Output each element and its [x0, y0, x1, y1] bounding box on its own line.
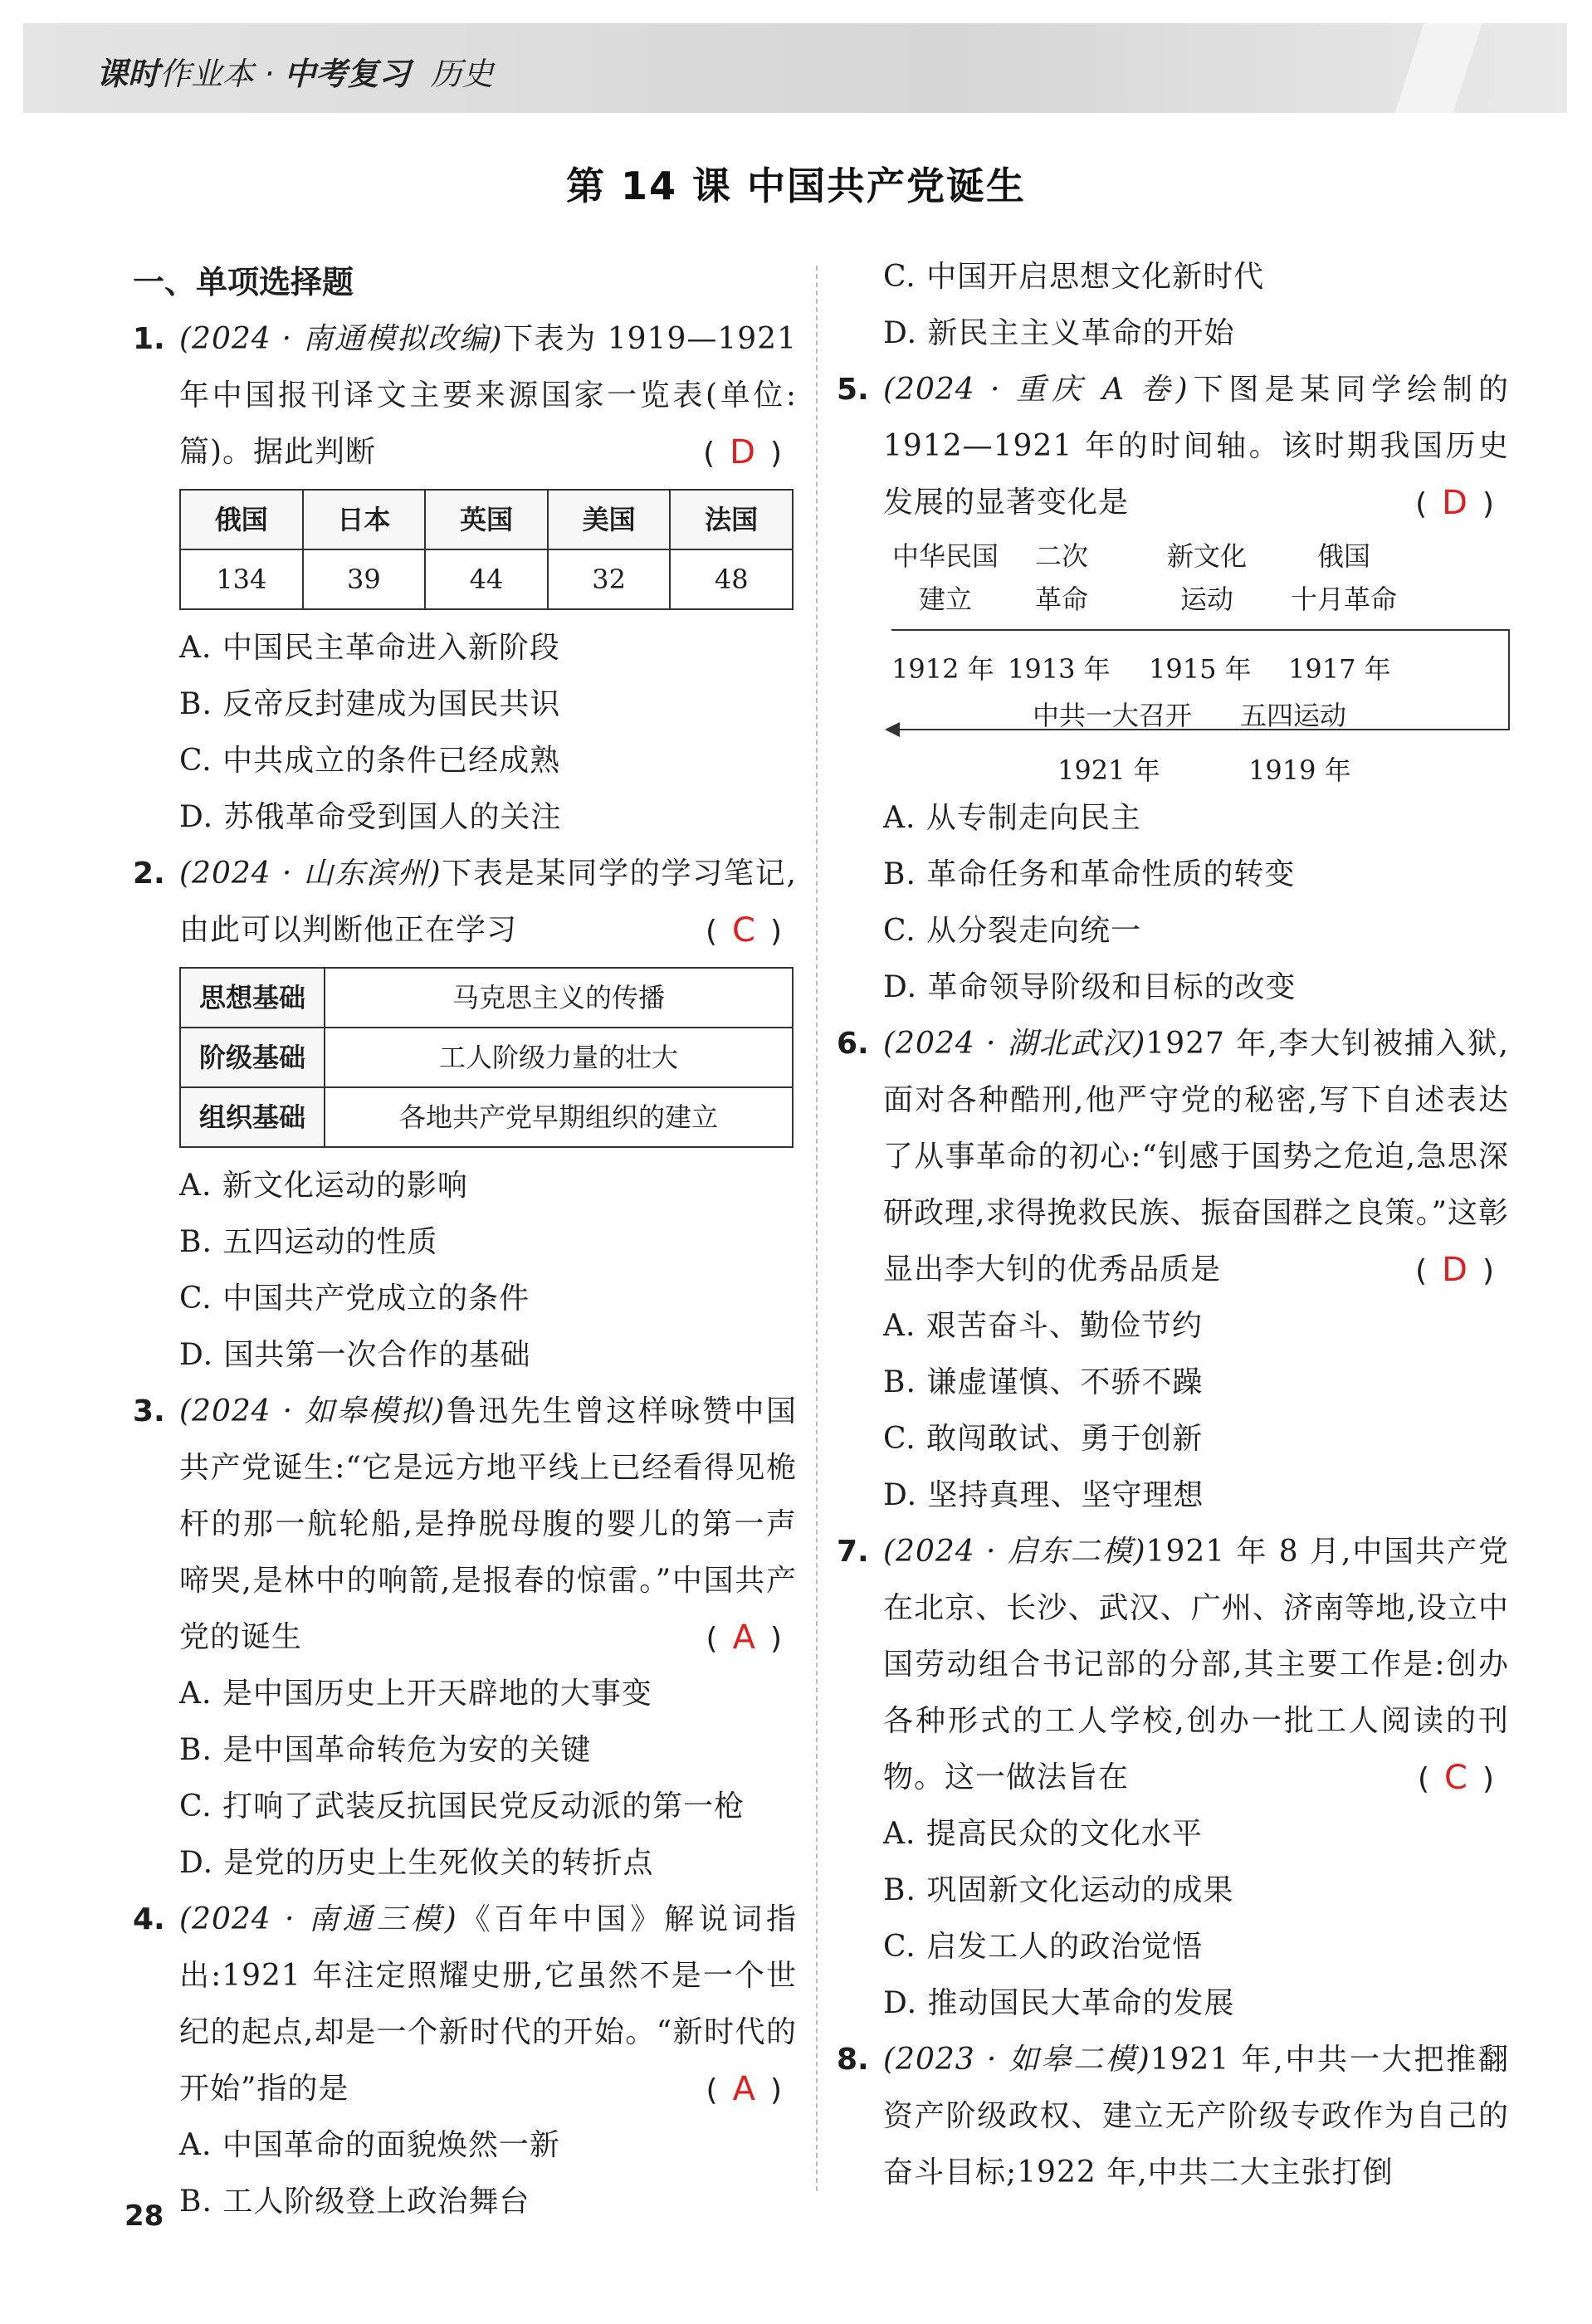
timeline-year: 1919 年 [1248, 754, 1351, 786]
option: A. 提高民众的文化水平 [883, 1817, 1203, 1851]
question-4 [133, 1892, 797, 2117]
question-text: 鲁迅先生曾这样咏赞中国共产党诞生:“它是远方地平线上已经看得见桅杆的那一航轮船,是挣脱母腹的婴儿的第一声啼哭,是林中的响箭,是报春的惊雷。”中国共产党的诞生 [179, 1394, 797, 1654]
timeline-event: 五四运动 [1240, 700, 1347, 731]
table-header-cell: 日本 [303, 490, 426, 549]
option: B. 是中国革命转危为安的关键 [179, 1733, 592, 1767]
answer-bracket: (C) [1417, 1759, 1509, 1797]
table-cell: 48 [670, 549, 793, 609]
answer-letter: D [1442, 1251, 1482, 1289]
option: C. 打响了武装反抗国民党反动派的第一枪 [179, 1789, 745, 1824]
book-name-bold: 课时 [96, 56, 160, 92]
option: A. 从专制走向民主 [883, 801, 1141, 835]
question-number: 8. [837, 2043, 869, 2077]
answer-letter: D [730, 433, 770, 471]
question-text: 下表为 1919—1921 年中国报刊译文主要来源国家一览表(单位:篇)。据此判断 [179, 322, 797, 469]
option: A. 中国民主革命进入新阶段 [179, 631, 560, 665]
table-cell: 马克思主义的传播 [325, 968, 793, 1028]
option: D. 新民主主义革命的开始 [883, 316, 1235, 350]
table-key-cell: 阶级基础 [180, 1028, 325, 1087]
option: B. 革命任务和革命性质的转变 [883, 857, 1296, 891]
lesson-title: 第 14 课 中国共产党诞生 [565, 164, 1027, 208]
option: B. 反帝反封建成为国民共识 [179, 687, 561, 721]
option: A. 是中国历史上开天辟地的大事变 [179, 1677, 652, 1711]
answer-letter: C [732, 911, 770, 950]
option: C. 启发工人的政治觉悟 [883, 1930, 1204, 1964]
answer-letter: C [1444, 1759, 1482, 1797]
event-line-2: 运动 [1179, 583, 1233, 615]
event-line-1: 新文化 [1166, 540, 1247, 572]
option: B. 五四运动的性质 [179, 1225, 438, 1259]
option: C. 从分裂走向统一 [883, 914, 1142, 948]
question-stem [179, 846, 797, 959]
option: D. 是党的历史上生死攸关的转折点 [179, 1846, 654, 1880]
section-title: 一、单项选择题 [133, 264, 354, 300]
question-source: (2024 · 重庆 A 卷) [883, 373, 1189, 407]
question-1 [133, 311, 797, 481]
option: A. 中国革命的面貌焕然一新 [179, 2128, 560, 2162]
page-number: 28 [125, 2200, 164, 2233]
option: B. 工人阶级登上政治舞台 [179, 2185, 530, 2219]
question-number: 6. [837, 1027, 869, 1061]
option: C. 中国共产党成立的条件 [179, 1282, 530, 1316]
right-column [837, 249, 1509, 2201]
question-text: 1921 年,中共一大把推翻资产阶级政权、建立无产阶级专政作为自己的奋斗目标;1922 年,中共二大主张打倒 [883, 2043, 1509, 2190]
question-2 [133, 846, 797, 959]
timeline-year: 1917 年 [1288, 653, 1391, 685]
option: D. 坚持真理、坚守理想 [883, 1478, 1204, 1512]
question-stem [883, 1016, 1509, 1298]
timeline-event-label [1149, 535, 1265, 621]
table-key-cell: 思想基础 [180, 968, 325, 1028]
option: A. 新文化运动的影响 [179, 1169, 468, 1203]
event-line-1: 俄国 [1316, 540, 1370, 572]
event-line-2: 建立 [918, 583, 972, 615]
question-number: 2. [133, 857, 165, 891]
question-source: (2023 · 如皋二模) [883, 2043, 1150, 2077]
question-number: 7. [837, 1535, 869, 1569]
option: C. 中国开启思想文化新时代 [883, 260, 1265, 294]
answer-bracket: (A) [706, 2070, 797, 2108]
question-stem [179, 1892, 797, 2117]
question-source: (2024 · 山东滨州) [179, 857, 442, 891]
option: C. 中共成立的条件已经成熟 [179, 744, 561, 778]
subject-name: 历史 [430, 56, 494, 92]
question-source: (2024 · 启东二模) [883, 1535, 1146, 1569]
answer-bracket: (D) [1415, 484, 1509, 522]
timeline-year: 1913 年 [1008, 653, 1111, 685]
option: B. 巩固新文化运动的成果 [883, 1873, 1234, 1907]
question-stem [883, 362, 1509, 531]
timeline-year: 1921 年 [1057, 754, 1160, 786]
option: B. 谦虚谨慎、不骄不躁 [883, 1365, 1204, 1399]
question-number: 4. [133, 1902, 165, 1936]
column-divider [816, 266, 818, 2191]
question-stem [179, 1384, 797, 1666]
question-source: (2024 · 湖北武汉) [883, 1027, 1146, 1061]
option: D. 国共第一次合作的基础 [179, 1338, 531, 1372]
question-text: 下表是某同学的学习笔记,由此可以判断他正在学习 [179, 857, 797, 947]
answer-bracket: (D) [1415, 1251, 1509, 1289]
running-header [96, 48, 493, 94]
answer-bracket: (A) [706, 1618, 797, 1657]
question-source: (2024 · 如皋模拟) [179, 1394, 446, 1428]
table-cell: 39 [303, 549, 426, 609]
answer-letter: D [1442, 484, 1482, 522]
question-number: 1. [133, 322, 165, 356]
timeline-top-line [891, 629, 1510, 631]
question-stem [179, 311, 797, 481]
timeline-year: 1915 年 [1149, 653, 1252, 685]
question-number: 5. [837, 373, 869, 407]
question-6 [837, 1016, 1509, 1298]
question-text: 1921 年 8 月,中国共产党在北京、长沙、武汉、广州、济南等地,设立中国劳动组合书记部的分部,其主要工作是:创办各种形式的工人学校,创办一批工人阅读的刊物。这一做法旨在 [883, 1535, 1510, 1794]
answer-letter: A [732, 2070, 770, 2108]
table-cell: 44 [425, 549, 548, 609]
question-7 [837, 1524, 1509, 1806]
option: D. 革命领导阶级和目标的改变 [883, 970, 1297, 1004]
data-table [179, 489, 794, 610]
event-line-2: 革命 [1034, 583, 1088, 615]
option: C. 敢闯敢试、勇于创新 [883, 1422, 1204, 1456]
question-stem [883, 1524, 1509, 1806]
question-number: 3. [133, 1394, 165, 1428]
timeline-arrow-icon [885, 722, 900, 737]
event-line-1: 中华民国 [891, 540, 999, 572]
question-8 [837, 2032, 1509, 2201]
left-column [133, 253, 797, 2230]
table-cell: 工人阶级力量的壮大 [325, 1028, 793, 1087]
series-name: 中考复习 [284, 56, 411, 92]
table-header-cell: 俄国 [180, 490, 303, 549]
question-source: (2024 · 南通三模) [179, 1902, 457, 1936]
question-stem [883, 2032, 1509, 2201]
question-source: (2024 · 南通模拟改编) [179, 322, 503, 356]
question-text: 下图是某同学绘制的 1912—1921 年的时间轴。该时期我国历史发展的显著变化是 [883, 373, 1509, 520]
answer-letter: A [732, 1618, 770, 1657]
answer-bracket: (C) [705, 911, 797, 950]
timeline-bottom-line [898, 729, 1510, 730]
timeline-event-label [1012, 535, 1111, 621]
answer-bracket: (D) [703, 433, 797, 471]
question-text: 《百年中国》解说词指出:1921 年注定照耀史册,它虽然不是一个世纪的起点,却是一个新时代的开始。“新时代的开始”指的是 [179, 1902, 797, 2106]
question-text: 1927 年,李大钊被捕入狱,面对各种酷刑,他严守党的秘密,写下自述表达了从事革命的初心:“钊感于国势之危迫,急思深研政理,求得挽救民族、振奋国群之良策。”这彰显出李大钊的优秀品质是 [883, 1027, 1509, 1286]
table-header-cell: 法国 [670, 490, 793, 549]
table-cell: 32 [548, 549, 671, 609]
timeline-diagram [883, 535, 1514, 784]
option: A. 艰苦奋斗、勤俭节约 [883, 1309, 1203, 1343]
table-key-cell: 组织基础 [180, 1087, 325, 1147]
option: D. 苏俄革命受到国人的关注 [179, 800, 562, 834]
table-cell: 134 [180, 549, 303, 609]
timeline-event-label [1277, 535, 1410, 621]
event-line-1: 二次 [1034, 540, 1088, 572]
question-3 [133, 1384, 797, 1666]
table-header-cell: 美国 [548, 490, 671, 549]
event-line-2: 十月革命 [1290, 583, 1397, 615]
timeline-year: 1912 年 [891, 653, 994, 685]
timeline-connector [1508, 629, 1510, 730]
table-header-cell: 英国 [425, 490, 548, 549]
book-name: 作业本 · [159, 56, 285, 92]
question-5 [837, 362, 1509, 531]
table-cell: 各地共产党早期组织的建立 [325, 1087, 793, 1147]
option: D. 推动国民大革命的发展 [883, 1986, 1235, 2020]
timeline-event: 中共一大召开 [1033, 700, 1193, 731]
notes-table [179, 967, 794, 1148]
timeline-event-label [883, 535, 1008, 621]
